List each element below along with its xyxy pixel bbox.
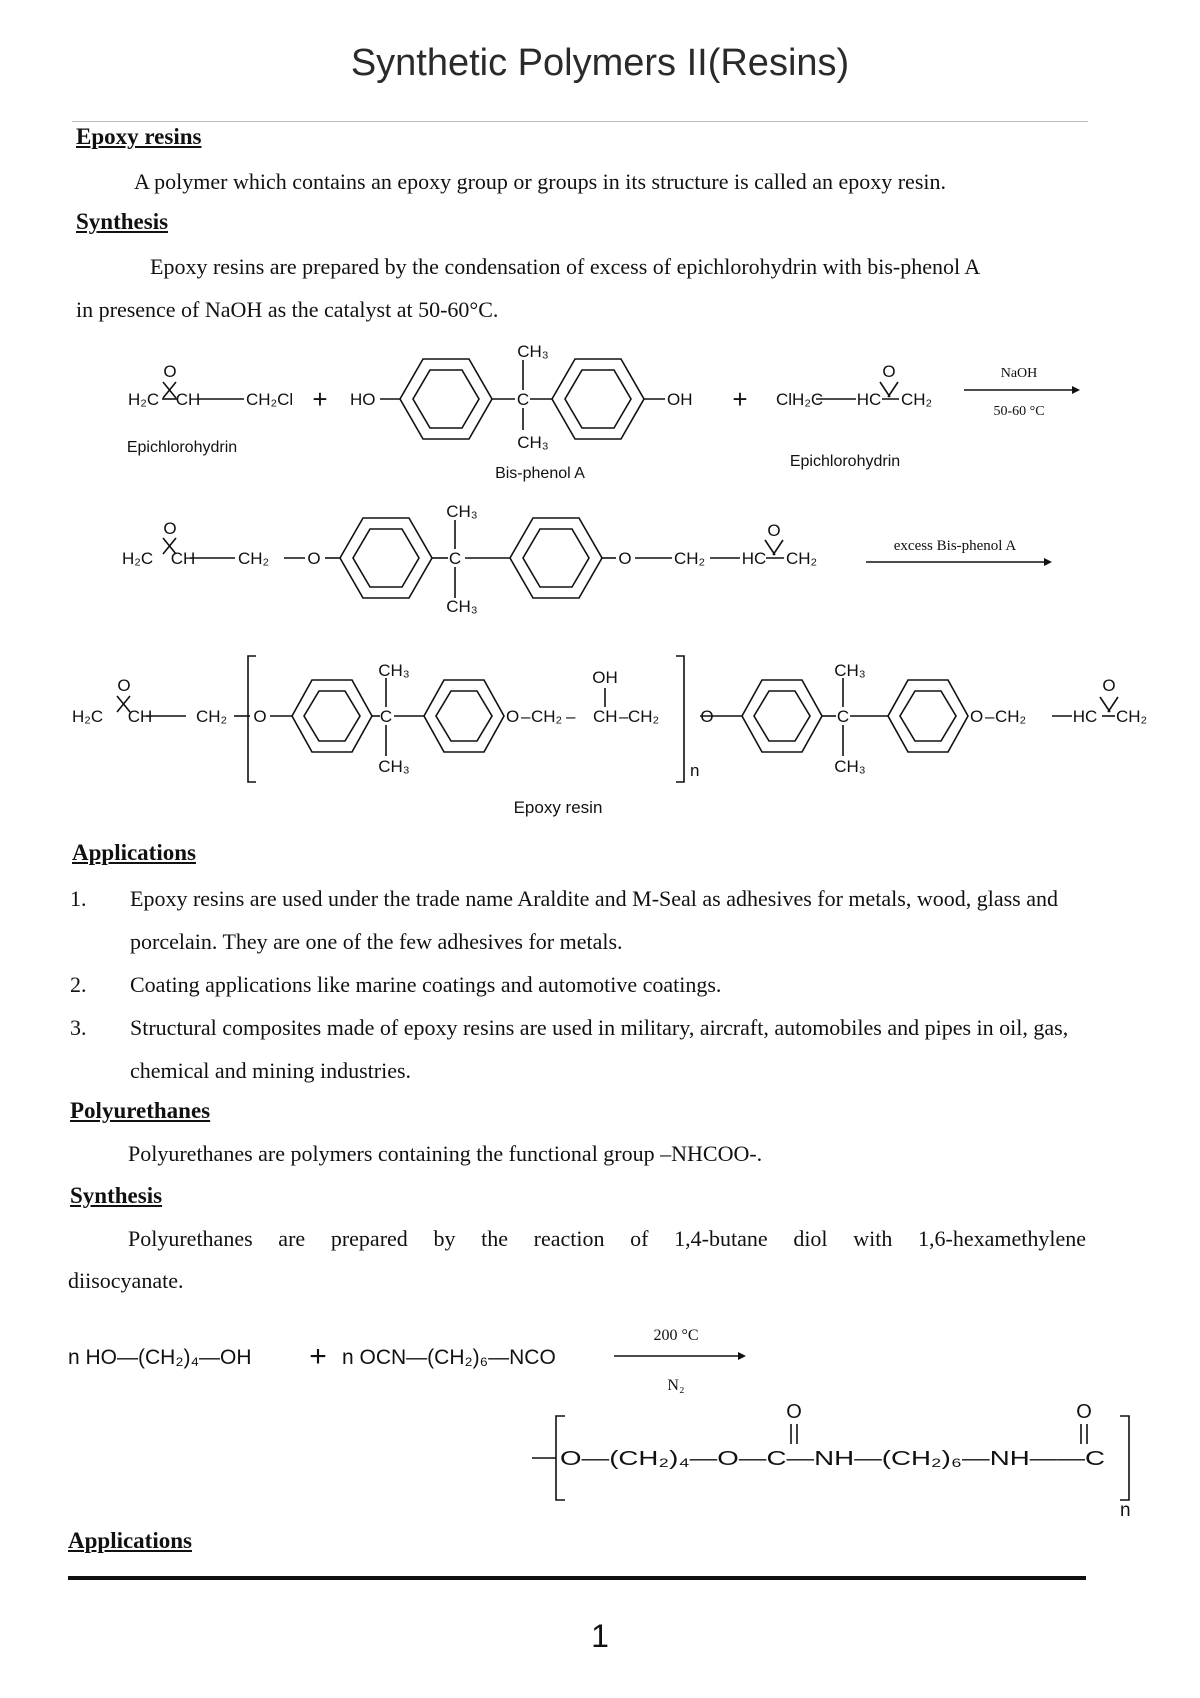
list-text: Coating applications like marine coatings and automotive coatings.	[130, 972, 722, 997]
row3-ch3-2-bottom: CH₃	[834, 757, 866, 776]
row1-ch2cl: CH₂Cl	[246, 390, 294, 409]
footer-divider	[68, 1576, 1086, 1580]
epoxy-synthesis-line2: in presence of NaOH as the catalyst at 50-60°C.	[76, 297, 499, 322]
epoxy-applications-list	[68, 877, 1088, 1092]
epichlorohydrin-label-left: Epichlorohydrin	[126, 439, 238, 456]
row1-ch3-top: CH₃	[517, 342, 549, 361]
row3-o-3: O	[700, 707, 714, 726]
epoxy-synthesis-line1: Epoxy resins are prepared by the condensation of excess of epichlorohydrin with bis-phenol A	[150, 254, 981, 279]
row3-c-2: C	[836, 707, 850, 726]
epoxy-application-item	[68, 963, 1088, 1006]
row2-ch2: CH₂	[238, 549, 270, 568]
row2-ch3-top: CH₃	[446, 502, 478, 521]
pu-product-chain: O—(CH₂)₄—O—C—NH—(CH₂)₆—NH——C	[560, 1448, 1105, 1470]
catalyst-label: NaOH	[1000, 366, 1038, 381]
row1-hc: HC	[856, 390, 882, 409]
pu-carbonyl-o-1: O	[786, 1401, 802, 1423]
list-number: 2.	[70, 972, 87, 997]
bisphenol-a-label: Bis-phenol A	[495, 465, 585, 482]
epoxy-heading: Epoxy resins	[76, 124, 202, 149]
list-text: Epoxy resins are used under the trade name Araldite and M-Seal as adhesives for metals, wood, glass and porcelain. They are one of the few adhesives for metals.	[130, 886, 1059, 954]
pu-temperature: 200 °C	[653, 1327, 699, 1344]
epoxy-application-item	[68, 1006, 1088, 1092]
row3-ch3-2-top: CH₃	[834, 661, 866, 680]
row3-c-1: C	[379, 707, 393, 726]
row3-ch3-1-bottom: CH₃	[378, 757, 410, 776]
row1-oh: OH	[667, 390, 693, 409]
row2-ether-o-right: O	[618, 549, 632, 568]
row3-ch2-epoxide: CH₂	[1116, 707, 1148, 726]
row1-ho: HO	[350, 390, 376, 409]
row3-h2c: H₂C	[72, 707, 104, 726]
row3-ch3-1-top: CH₃	[378, 661, 410, 680]
row2-epoxide-o: O	[163, 519, 177, 538]
row3-ch-oh: CH	[593, 707, 618, 726]
pu-atmosphere: N₂	[667, 1377, 685, 1394]
epoxy-resin-label: Epoxy resin	[513, 798, 603, 817]
polyurethanes-definition: Polyurethanes are polymers containing the functional group –NHCOO-.	[128, 1141, 763, 1166]
row3-dash-4: –	[985, 707, 995, 726]
row3-o-1: O	[253, 707, 267, 726]
row3-o-2: O	[506, 707, 520, 726]
epoxy-definition: A polymer which contains an epoxy group or groups in its structure is called an epoxy resin.	[134, 169, 946, 194]
epoxy-synthesis-heading: Synthesis	[76, 209, 169, 234]
excess-bisphenol-label: excess Bis-phenol A	[893, 538, 1017, 554]
pu-carbonyl-o-2: O	[1076, 1401, 1092, 1423]
row3-dash-2: –	[566, 707, 576, 726]
row3-epoxide-o: O	[117, 676, 131, 695]
epichlorohydrin-label-right: Epichlorohydrin	[789, 453, 901, 470]
row1-plus-1: +	[312, 384, 328, 414]
polyurethanes-heading: Polyurethanes	[70, 1098, 211, 1123]
row2-right-epoxide-o: O	[767, 521, 781, 540]
list-text: Structural composites made of epoxy resins are used in military, aircraft, automobiles and pipes in oil, gas, chemical and mining industries.	[130, 1015, 1069, 1083]
row2-h2c: H₂C	[122, 549, 154, 568]
pu-reactant-2: n OCN—(CH₂)₆—NCO	[342, 1346, 556, 1369]
row2-ch3-bottom: CH₃	[446, 597, 478, 616]
row2-hc: HC	[741, 549, 767, 568]
row2-quaternary-c: C	[448, 549, 462, 568]
row3-ch2-end: CH₂	[995, 707, 1027, 726]
row3-right-epoxide-o: O	[1102, 676, 1116, 695]
row1-right-epoxide-o: O	[882, 362, 896, 381]
row2-ch2-epoxide: CH₂	[786, 549, 818, 568]
row3-ch: CH	[127, 707, 153, 726]
polyurethanes-synthesis-line2: diisocyanate.	[68, 1268, 184, 1293]
row3-ch2-chain-1: CH₂	[531, 707, 563, 726]
epoxy-applications-heading: Applications	[72, 840, 196, 865]
row1-ch: CH	[175, 390, 201, 409]
page-number: 1	[591, 1618, 609, 1654]
page-title: Synthetic Polymers II(Resins)	[350, 42, 850, 84]
temperature-label: 50-60 °C	[993, 404, 1045, 419]
row3-ch2-chain-2: CH₂	[628, 707, 660, 726]
pu-reactant-1: n HO—(CH₂)₄—OH	[68, 1346, 252, 1369]
polyurethanes-applications-heading: Applications	[68, 1528, 192, 1553]
list-number: 3.	[70, 1015, 87, 1040]
row1-ch3-bottom: CH₃	[517, 433, 549, 452]
epoxy-reaction-scheme	[0, 330, 1200, 820]
list-number: 1.	[70, 886, 87, 911]
row3-hydroxyl: OH	[592, 668, 618, 687]
row1-clh2c: ClH₂C	[776, 390, 824, 409]
title-divider	[72, 121, 1088, 122]
row1-ch2: CH₂	[901, 390, 933, 409]
row2-ch: CH	[170, 549, 196, 568]
epoxy-application-item	[68, 877, 1088, 963]
row1-quaternary-c: C	[516, 390, 530, 409]
row3-o-4: O	[970, 707, 984, 726]
pu-repeat-n: n	[1120, 1500, 1131, 1521]
row1-epoxide-o: O	[163, 362, 177, 381]
polyurethanes-synthesis-heading: Synthesis	[70, 1183, 163, 1208]
row3-ch2: CH₂	[196, 707, 228, 726]
row3-dash-1: –	[521, 707, 531, 726]
row3-dash-3: –	[619, 707, 629, 726]
row2-ether-o-left: O	[307, 549, 321, 568]
polyurethanes-synthesis-line1: Polyurethanes are prepared by the reaction of 1,4-butane diol with 1,6-hexamethylene	[128, 1226, 1086, 1251]
row1-h2c: H₂C	[128, 390, 160, 409]
row2-ch2-right: CH₂	[674, 549, 706, 568]
row1-plus-2: +	[732, 384, 748, 414]
pu-plus: +	[309, 1340, 327, 1373]
row3-repeat-n: n	[690, 761, 700, 780]
polyurethane-reaction-scheme	[0, 1310, 1200, 1530]
row3-hc: HC	[1072, 707, 1098, 726]
